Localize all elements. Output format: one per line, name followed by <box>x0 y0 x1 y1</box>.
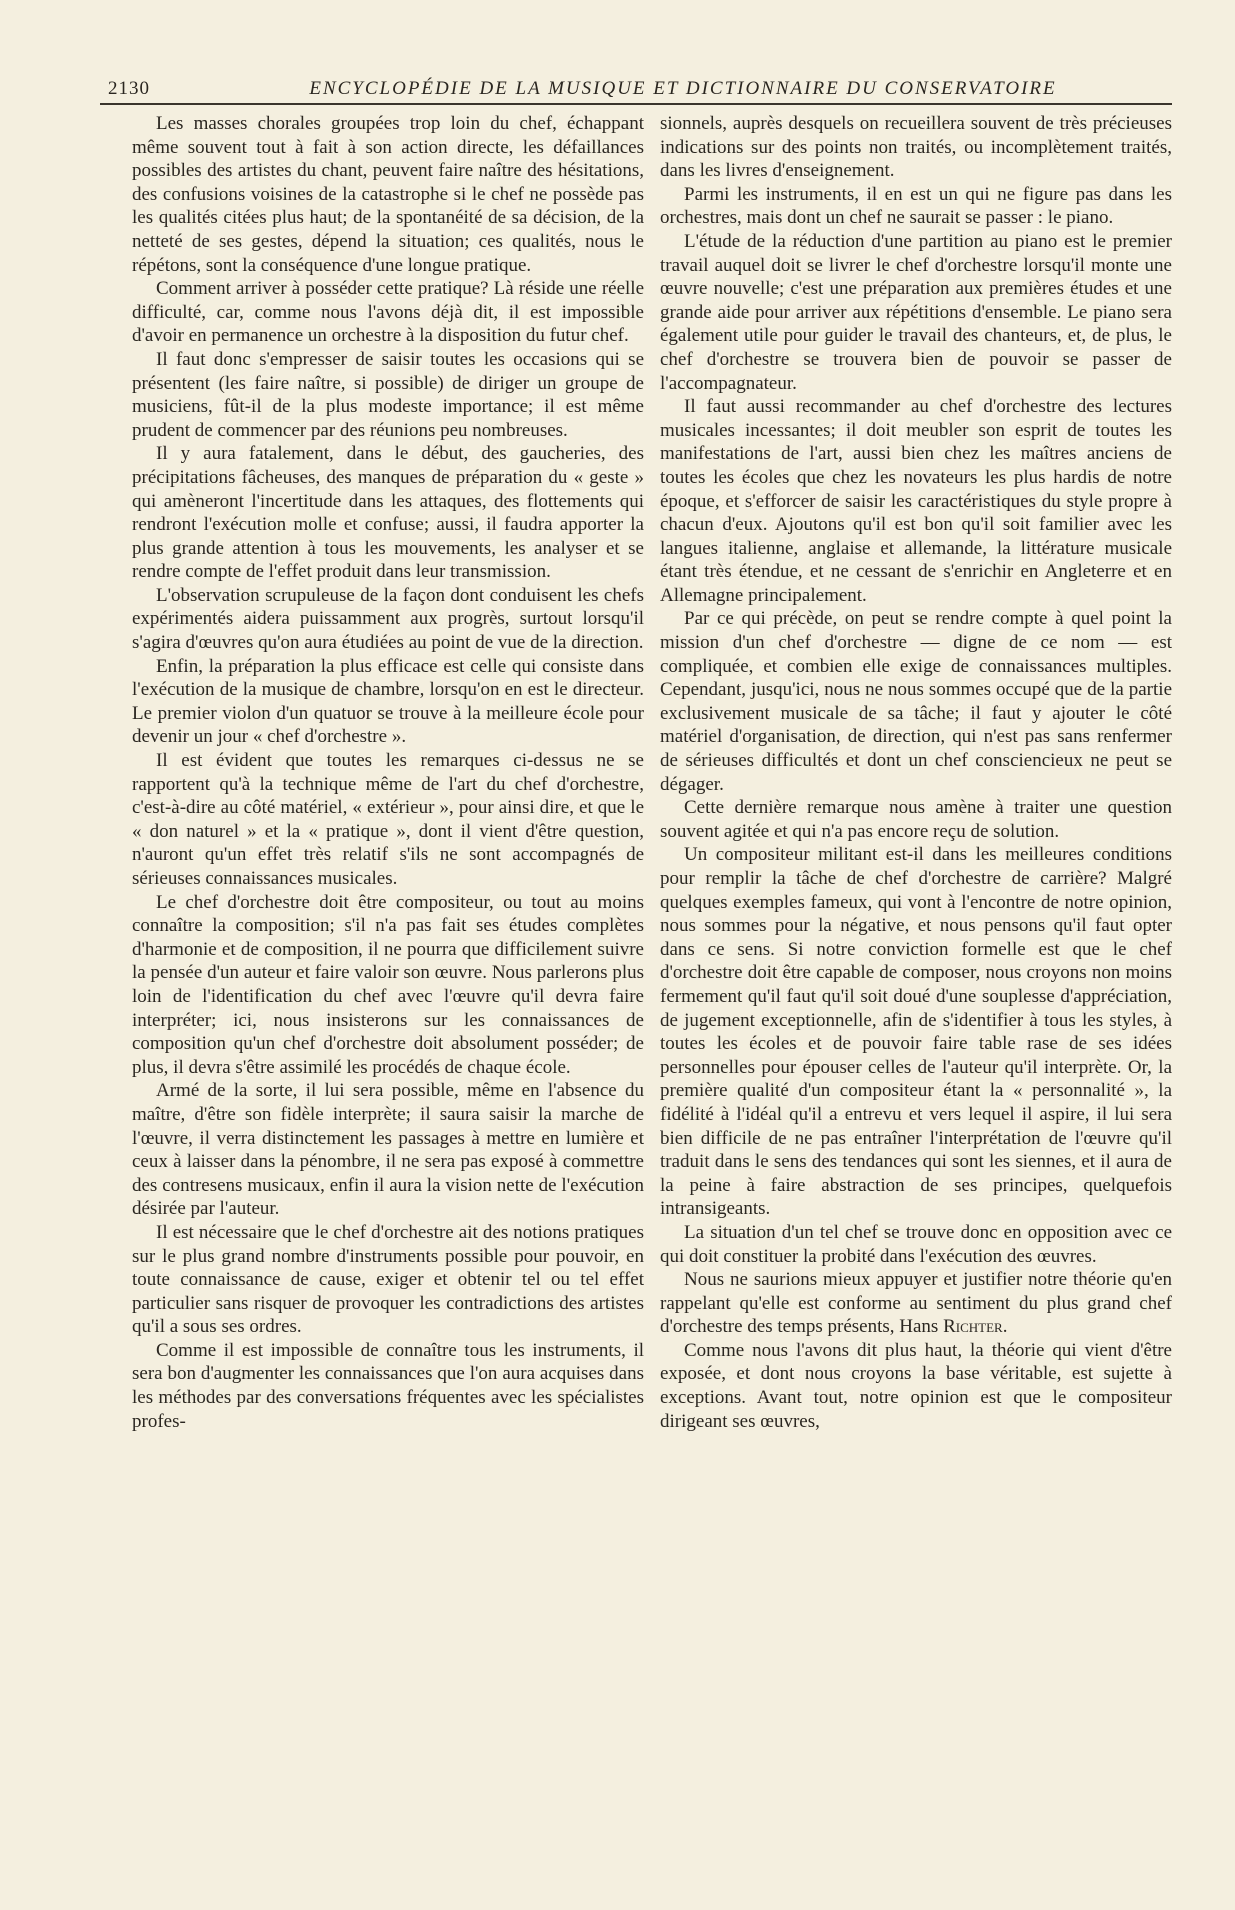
page-header <box>100 78 1170 106</box>
paragraph: Comme il est impossible de connaître tous les instruments, il sera bon d'augmenter les connaissances que l'on aura acquises dans les méthodes par des conversations fréquentes avec les spécialistes profes- <box>132 1339 644 1432</box>
page-number: 2130 <box>108 78 150 99</box>
left-column <box>132 112 644 1877</box>
richter-name: Richter. <box>943 1316 1008 1338</box>
paragraph: Il est évident que toutes les remarques ci-dessus ne se rapportent qu'à la technique même de l'art du chef d'orchestre, c'est-à-dire au côté matériel, « extérieur », pour ainsi dire, et que le « don naturel » et la « pratique », dont il vient d'être question, n'auront qu'un effet très relatif s'ils ne sont accompagnés de sérieuses connaissances musicales. <box>132 750 644 889</box>
paragraph: Le chef d'orchestre doit être compositeur, ou tout au moins connaître la composition; s'il n'a pas fait ses études complètes d'harmonie et de composition, il ne pourra que difficilement suivre la pensée d'un auteur et faire valoir son œuvre. Nous parlerons plus loin de l'identification du chef avec l'œuvre qu'il devra faire interpréter; ici, nous insisterons sur les connaissances de composition qu'un chef d'orchestre doit absolument posséder; de plus, il devra s'être assimilé les procédés de chaque école. <box>132 891 644 1078</box>
paragraph: La situation d'un tel chef se trouve donc en opposition avec ce qui doit constituer la probité dans l'exécution des œuvres. <box>660 1221 1172 1267</box>
paragraph: Il faut aussi recommander au chef d'orchestre des lectures musicales incessantes; il doit meubler son esprit de toutes les manifestations de l'art, aussi bien chez les maîtres anciens de toutes les écoles que chez les novateurs les plus hardis de notre époque, et s'efforcer de saisir les caractéristiques du style propre à chacun d'eux. Ajoutons qu'il est bon qu'il soit familier avec les langues italienne, anglaise et allemande, la littérature musicale étant très étendue, et ne cessant de s'enrichir en Angleterre et en Allemagne principalement. <box>660 396 1172 606</box>
paragraph: L'observation scrupuleuse de la façon dont conduisent les chefs expérimentés aidera puissamment aux progrès, surtout lorsqu'il s'agira d'œuvres qu'on aura étudiées au point de vue de la direction. <box>132 584 644 654</box>
paragraph: Les masses chorales groupées trop loin du chef, échappant même souvent tout à fait à son action directe, les défaillances possibles des artistes du chant, peuvent faire naître des hésitations, des confusions voisines de la catastrophe si le chef ne possède pas les qualités citées plus haut; de la spontanéité de sa décision, de la netteté de ses gestes, dépend la situation; ces qualités, nous le répétons, sont la conséquence d'une longue pratique. <box>132 113 644 276</box>
header-rule <box>100 103 1172 105</box>
paragraph: Comment arriver à posséder cette pratique? Là réside une réelle difficulté, car, comme nous l'avons déjà dit, il est impossible d'avoir en permanence un orchestre à la disposition du futur chef. <box>132 278 644 347</box>
paragraph: Armé de la sorte, il lui sera possible, même en l'absence du maître, d'être son fidèle interprète; il saura saisir la marche de l'œuvre, il verra distinctement les passages à mettre en lumière et ceux à laisser dans la pénombre, il ne sera pas exposé à commettre des contresens musicaux, enfin il aura la vision nette de l'exécution désirée par l'auteur. <box>132 1080 644 1220</box>
paragraph-continued: sionnels, auprès desquels on recueillera souvent de très précieuses indications sur des points non traités, ou incomplètement traités, dans les livres d'enseignement. <box>660 113 1172 182</box>
paragraph-text: Nous ne saurions mieux appuyer et justifier notre théorie qu'en rappelant qu'elle est conforme au sentiment du plus grand chef d'orchestre des temps présents, Hans <box>660 1269 1172 1338</box>
running-title: ENCYCLOPÉDIE DE LA MUSIQUE ET DICTIONNAIRE DU CONSERVATOIRE <box>309 78 1057 99</box>
paragraph: Il y aura fatalement, dans le début, des gaucheries, des précipitations fâcheuses, des manques de préparation du « geste » qui amèneront l'incertitude dans les attaques, des flottements qui rendront l'exécution molle et confuse; aussi, il faudra apporter la plus grande attention à tous les mouvements, les analyser et se rendre compte de l'effet produit dans leur transmission. <box>132 443 644 583</box>
paragraph: Il est nécessaire que le chef d'orchestre ait des notions pratiques sur le plus grand nombre d'instruments possible pour pouvoir, en toute connaissance de cause, exiger et obtenir tel ou tel effet particulier sans risquer de provoquer les contradictions des artistes qu'il a sous ses ordres. <box>132 1221 644 1338</box>
paragraph: Par ce qui précède, on peut se rendre compte à quel point la mission d'un chef d'orchestre — digne de ce nom — est compliquée, et combien elle exige de connaissances multiples. Cependant, jusqu'ici, nous ne nous sommes occupé que de la partie exclusivement musicale de sa tâche; il faut y ajouter le côté matériel d'organisation, de direction, qui n'est pas sans renfermer de sérieuses difficultés et dont un chef consciencieux ne peut se dégager. <box>660 608 1172 795</box>
paragraph: L'étude de la réduction d'une partition au piano est le premier travail auquel doit se livrer le chef d'orchestre lorsqu'il monte une œuvre nouvelle; c'est une préparation aux premières études et une grande aide pour arriver aux répétitions d'ensemble. Le piano sera également utile pour guider le travail des chanteurs, et, de plus, le chef d'orchestre se trouvera bien de pouvoir se passer de l'accompagnateur. <box>660 230 1172 394</box>
right-column <box>660 112 1172 1877</box>
paragraph: Comme nous l'avons dit plus haut, la théorie qui vient d'être exposée, et dont nous croyons la base véritable, est sujette à exceptions. Avant tout, notre opinion est que le compositeur dirigeant ses œuvres, <box>660 1339 1172 1432</box>
paragraph: Cette dernière remarque nous amène à traiter une question souvent agitée et qui n'a pas encore reçu de solution. <box>660 797 1172 842</box>
paragraph: Un compositeur militant est-il dans les meilleures conditions pour remplir la tâche de chef d'orchestre de carrière? Malgré quelques exemples fameux, qui vont à l'encontre de notre opinion, nous sommes pour la négative, et nous pensons qu'il faut opter dans ce sens. Si notre conviction formelle est que le chef d'orchestre doit être capable de composer, nous croyons non moins fermement qu'il faut qu'il soit doué d'une souplesse d'appréciation, de jugement exceptionnelle, afin de s'identifier à tous les styles, à toutes les écoles et de pouvoir faire table rase de ses idées personnelles pour épouser celles de l'auteur qu'il interprète. Or, la première qualité d'un compositeur étant la « personnalité », la fidélité à l'idéal qu'il a entrevu et vers lequel il aspire, il lui sera bien difficile de ne pas entraîner l'interprétation de l'œuvre qu'il traduit dans le sens des tendances qui sont les siennes, et il aura de la peine à faire abstraction de ses principes, quelquefois intransigeants. <box>660 844 1172 1220</box>
paragraph-richter <box>660 1268 1172 1339</box>
paragraph: Il faut donc s'empresser de saisir toutes les occasions qui se présentent (les faire naître, si possible) de diriger un groupe de musiciens, fût-il de la plus modeste importance; il est même prudent de commencer par des réunions peu nombreuses. <box>132 348 644 441</box>
paragraph: Enfin, la préparation la plus efficace est celle qui consiste dans l'exécution de la musique de chambre, lorsqu'on en est le directeur. Le premier violon d'un quatuor se trouve à la meilleure école pour devenir un jour « chef d'orchestre ». <box>132 655 644 748</box>
paragraph: Parmi les instruments, il en est un qui ne figure pas dans les orchestres, mais dont un chef ne saurait se passer : le piano. <box>660 183 1172 229</box>
